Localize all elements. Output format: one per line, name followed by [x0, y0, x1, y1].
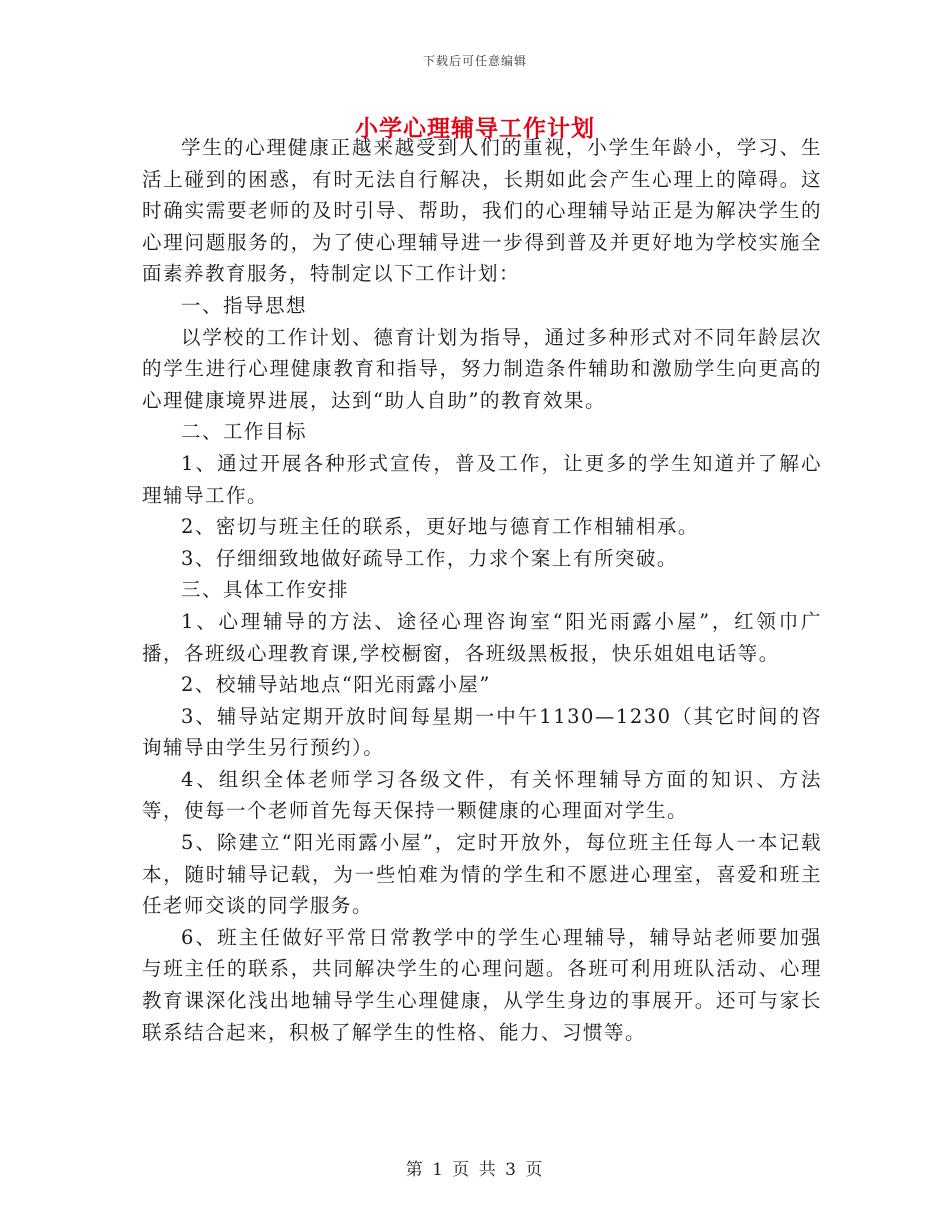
paragraph-arrangement-6: 6、班主任做好平常日常教学中的学生心理辅导，辅导站老师要加强与班主任的联系，共同解决学生的心理问题。各班可利用班队活动、心理教育课深化浅出地辅导学生心理健康，从学生身边的事展开。还可与家长联系结合起来，积极了解学生的性格、能力、习惯等。	[142, 925, 822, 1044]
page-number: 第 1 页 共 3 页	[405, 1160, 545, 1180]
paragraph-goal-2: 2、密切与班主任的联系，更好地与德育工作相辅相承。	[181, 515, 699, 539]
section-heading-guiding-ideology: 一、指导思想	[181, 293, 308, 317]
document-body	[142, 132, 822, 1048]
paragraph-arrangement-4: 4、组织全体老师学习各级文件，有关怀理辅导方面的知识、方法等，使每一个老师首先每天保持一颗健康的心理面对学生。	[142, 767, 822, 823]
paragraph-arrangement-5: 5、除建立“阳光雨露小屋”，定时开放外，每位班主任每人一本记载本，随时辅导记载，为一些怕难为情的学生和不愿进心理室，喜爱和班主任老师交谈的同学服务。	[142, 831, 822, 918]
section-heading-arrangements: 三、具体工作安排	[181, 578, 350, 602]
paragraph-intro: 学生的心理健康正越来越受到人们的重视，小学生年龄小，学习、生活上碰到的困惑，有时无法自行解决，长期如此会产生心理上的障碍。这时确实需要老师的及时引导、帮助，我们的心理辅导站正是为解决学生的心理问题服务的，为了使心理辅导进一步得到普及并更好地为学校实施全面素养教育服务，特制定以下工作计划：	[142, 136, 822, 286]
paragraph-goal-3: 3、仔细细致地做好疏导工作，力求个案上有所突破。	[181, 546, 678, 570]
paragraph-goal-1: 1、通过开展各种形式宣传，普及工作，让更多的学生知道并了解心理辅导工作。	[142, 451, 822, 507]
paragraph-arrangement-2: 2、校辅导站地点“阳光雨露小屋”	[181, 673, 491, 697]
paragraph-arrangement-1: 1、心理辅导的方法、途径心理咨询室“阳光雨露小屋”，红领巾广播，各班级心理教育课,学校橱窗，各班级黑板报，快乐姐姐电话等。	[142, 609, 822, 665]
header-note: 下载后可任意编辑	[422, 54, 527, 68]
section-heading-work-goals: 二、工作目标	[181, 420, 308, 444]
paragraph-guiding-ideology: 以学校的工作计划、德育计划为指导，通过多种形式对不同年龄层次的学生进行心理健康教育和指导，努力制造条件辅助和激励学生向更高的心理健康境界进展，达到“助人自助”的教育效果。	[142, 325, 822, 412]
document-title: 小学心理辅导工作计划	[355, 115, 595, 142]
paragraph-arrangement-3: 3、辅导站定期开放时间每星期一中午1130—1230（其它时间的咨询辅导由学生另行预约）。	[142, 704, 822, 760]
